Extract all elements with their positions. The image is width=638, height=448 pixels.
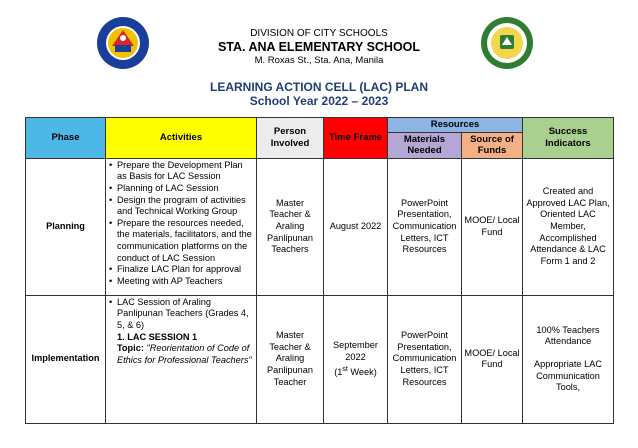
phase-cell: Planning bbox=[26, 158, 106, 295]
header-person-involved: Person Involved bbox=[257, 118, 324, 159]
activities-list bbox=[108, 297, 254, 332]
success-item: 100% Teachers Attendance bbox=[536, 324, 600, 347]
lac-plan-table bbox=[25, 117, 614, 424]
source-cell: MOOE/ Local Fund bbox=[462, 295, 523, 423]
header-time-frame: Time Frame bbox=[324, 118, 388, 159]
person-cell: Master Teacher & Araling Panlipunan Teacher bbox=[257, 295, 324, 423]
activities-cell bbox=[106, 295, 257, 423]
header-resources: Resources bbox=[388, 118, 523, 133]
header-success-indicators: Success Indicators bbox=[523, 118, 614, 159]
school-name: STA. ANA ELEMENTARY SCHOOL bbox=[217, 40, 421, 54]
activities-list bbox=[108, 160, 254, 288]
success-cell: Created and Approved LAC Plan, Oriented LAC Member, Accomplished Attendance & LAC Form 1 and 2 bbox=[523, 158, 614, 295]
phase-cell: Implementation bbox=[26, 295, 106, 423]
success-item: Appropriate LAC Communication Tools, bbox=[534, 358, 602, 393]
list-item: • Design the program of activities and Technical Working Group bbox=[108, 195, 254, 218]
list-item: • Prepare the Development Plan as Basis for LAC Session bbox=[108, 160, 254, 183]
activities-cell bbox=[106, 158, 257, 295]
list-item: • Planning of LAC Session bbox=[108, 183, 254, 195]
plan-title: LEARNING ACTION CELL (LAC) PLAN bbox=[210, 80, 428, 94]
header-source-of-funds: Source of Funds bbox=[462, 132, 523, 158]
materials-cell: PowerPoint Presentation, Communication Letters, ICT Resources bbox=[388, 158, 462, 295]
time-month: September 2022 bbox=[333, 340, 378, 362]
list-item: • Meeting with AP Teachers bbox=[108, 276, 254, 288]
topic-text: "Reorientation of Code of Ethics for Professional Teachers" bbox=[117, 343, 252, 365]
document-header bbox=[0, 0, 638, 120]
topic-label: Topic: bbox=[117, 343, 144, 354]
header-phase: Phase bbox=[26, 118, 106, 159]
session-topic bbox=[108, 343, 254, 366]
division-line: DIVISION OF CITY SCHOOLS bbox=[250, 28, 388, 39]
list-item: • LAC Session of Araling Panlipunan Teachers (Grades 4, 5, & 6) bbox=[108, 297, 254, 332]
header-activities: Activities bbox=[106, 118, 257, 159]
table-row-planning bbox=[26, 158, 614, 295]
school-address: M. Roxas St., Sta. Ana, Manila bbox=[254, 55, 384, 66]
list-item: • Prepare the resources needed, the materials, facilitators, and the communication platforms on the conduct of LAC Session bbox=[108, 218, 254, 264]
time-week: (1st Week) bbox=[334, 365, 377, 377]
success-cell bbox=[523, 295, 614, 423]
time-cell: August 2022 bbox=[324, 158, 388, 295]
school-year: School Year 2022 – 2023 bbox=[249, 94, 389, 108]
table-row-implementation bbox=[26, 295, 614, 423]
header-materials-needed: Materials Needed bbox=[388, 132, 462, 158]
materials-cell: PowerPoint Presentation, Communication Letters, ICT Resources bbox=[388, 295, 462, 423]
source-cell: MOOE/ Local Fund bbox=[462, 158, 523, 295]
session-title: 1. LAC SESSION 1 bbox=[117, 331, 198, 342]
time-cell bbox=[324, 295, 388, 423]
list-item: • Finalize LAC Plan for approval bbox=[108, 264, 254, 276]
person-cell: Master Teacher & Araling Panlipunan Teachers bbox=[257, 158, 324, 295]
